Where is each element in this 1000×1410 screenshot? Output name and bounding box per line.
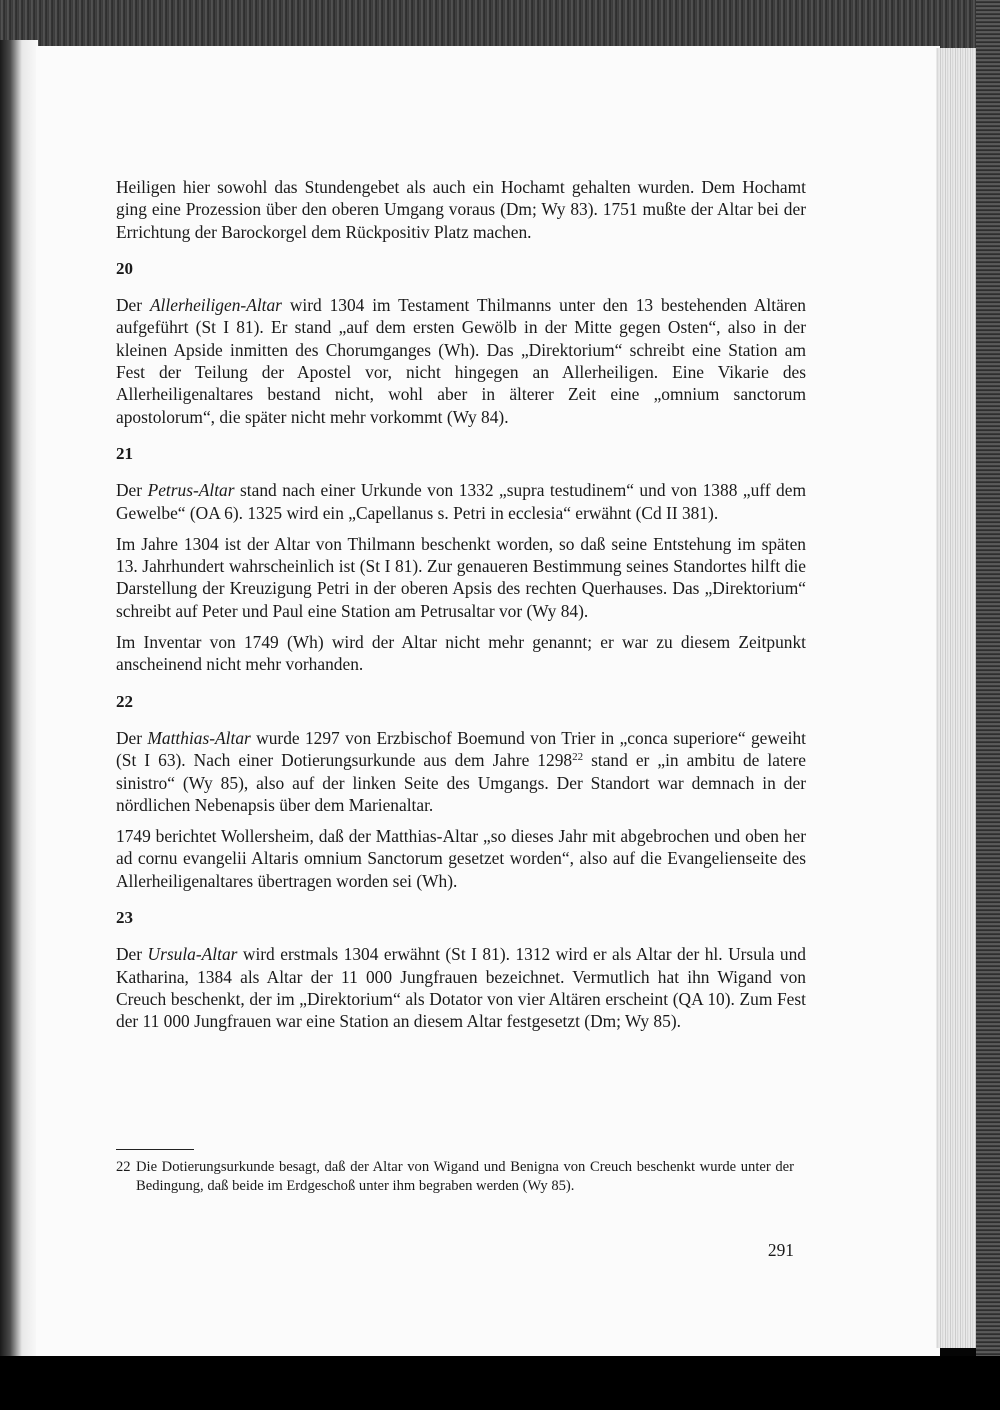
text-run: stand er „in ambitu de latere sinistro“ (Wy 85), also auf der linken Seite des Umgangs. Der Standort war demnach in der nördlichen Nebenapsis über dem Marienaltar. — [116, 750, 806, 815]
paragraph-continuation: Heiligen hier sowohl das Stundengebet als auch ein Hochamt gehalten wurden. Dem Hochamt ging eine Prozession über den oberen Umgang voraus (Dm; Wy 83). 1751 mußte der Altar bei der Errichtung der Barockorgel dem Rückpositiv Platz machen. — [116, 177, 806, 242]
paragraph-allerheiligen-altar — [116, 294, 806, 428]
text-run: wurde 1297 von Erzbischof Boemund von Trier in „conca superiore“ geweiht (St I 63). Nach einer Dotierungsurkunde aus dem Jahre 1298 — [116, 727, 807, 771]
footnote-mark: 22 — [116, 1159, 131, 1175]
footnote-text: Die Dotierungsurkunde besagt, daß der Altar von Wigand und Benigna von Creuch beschenkt wurde unter der Bedingung, daß beide im Erdgeschoß unter ihm begraben werden (Wy 85). — [136, 1159, 794, 1194]
footnote-separator — [116, 1149, 194, 1150]
text-run: Der — [116, 727, 148, 748]
text-run: Der — [116, 295, 150, 316]
scanner-bottom — [0, 1356, 1000, 1410]
left-page-edge — [0, 40, 38, 1410]
paragraph-petrus-altar-2: Im Jahre 1304 ist der Altar von Thilmann beschenkt worden, so daß seine Entstehung im späten 13. Jahrhundert wahrscheinlich ist (St I 81). Zur genaueren Bestimmung seines Standortes hilft die Darstellung der Kreuzigung Petri in der oberen Apsis des rechten Querhauses. Das „Direktorium“ schreibt auf Peter und Paul eine Station am Petrusaltar vor (Wy 84). — [116, 533, 806, 621]
text-run: wird erstmals 1304 erwähnt (St I 81). 1312 wird er als Altar der hl. Ursula und Katharina, 1384 als Altar der 11 000 Jungfrauen bezeichnet. Vermutlich hat ihn Wigand von Creuch beschenkt, der im „Direktorium“ als Dotator von vier Altären erscheint (QA 10). Zum Fest der 11 000 Jungfrauen war eine Station an diesem Altar festgesetzt (Dm; Wy 85). — [116, 944, 806, 1032]
scanner-frame — [976, 0, 1000, 1410]
altar-name: Petrus-Altar — [147, 480, 235, 501]
altar-name: Allerheiligen-Altar — [149, 295, 282, 316]
section-number-21: 21 — [116, 443, 133, 463]
page-number: 291 — [767, 1240, 794, 1260]
book-fore-edge — [936, 48, 976, 1348]
paragraph-ursula-altar — [116, 943, 806, 1032]
footnote — [116, 1158, 794, 1196]
paragraph-petrus-altar — [116, 479, 806, 524]
page-body — [116, 176, 806, 1042]
section-number-23: 23 — [116, 908, 133, 928]
paragraph-matthias-altar — [116, 727, 806, 816]
altar-name: Matthias-Altar — [147, 727, 251, 748]
section-number-20: 20 — [116, 258, 133, 278]
text-run: Der — [116, 944, 148, 965]
text-run: Der — [116, 480, 148, 501]
paragraph-petrus-altar-3: Im Inventar von 1749 (Wh) wird der Altar nicht mehr genannt; er war zu diesem Zeitpunkt anscheinend nicht mehr vorhanden. — [116, 632, 806, 675]
text-run: stand nach einer Urkunde von 1332 „supra testudinem“ und von 1388 „uff dem Gewelbe“ (OA 6). 1325 wird ein „Capellanus s. Petri in ecclesia“ erwähnt (Cd II 381). — [116, 480, 807, 523]
text-run: wird 1304 im Testament Thilmanns unter den 13 bestehenden Altären aufgeführt (St I 81). Er stand „auf dem ersten Gewölb in der Mitte gegen Osten“, also in der kleinen Apside inmitten des Chorumganges (Wh). Das „Direktorium“ schreibt eine Station am Fest der Teilung der Apostel vor, nicht hingegen an Allerheiligen. Eine Vikarie des Allerheiligenaltares bestand nicht, wohl aber in älterer Zeit eine „omnium sanctorum apostolorum“, die später nicht mehr vorkommt (Wy 84). — [116, 295, 806, 427]
altar-name: Ursula-Altar — [147, 944, 238, 965]
section-number-22: 22 — [116, 691, 133, 711]
footnote-reference[interactable]: 22 — [572, 751, 584, 764]
paragraph-matthias-altar-2: 1749 berichtet Wollersheim, daß der Matthias-Altar „so dieses Jahr mit abgebrochen und oben her ad cornu evangelii Altaris omnium Sanctorum gesetzet worden“, also auf die Evangelienseite des Allerheiligenaltares übertragen worden sei (Wh). — [116, 826, 806, 891]
